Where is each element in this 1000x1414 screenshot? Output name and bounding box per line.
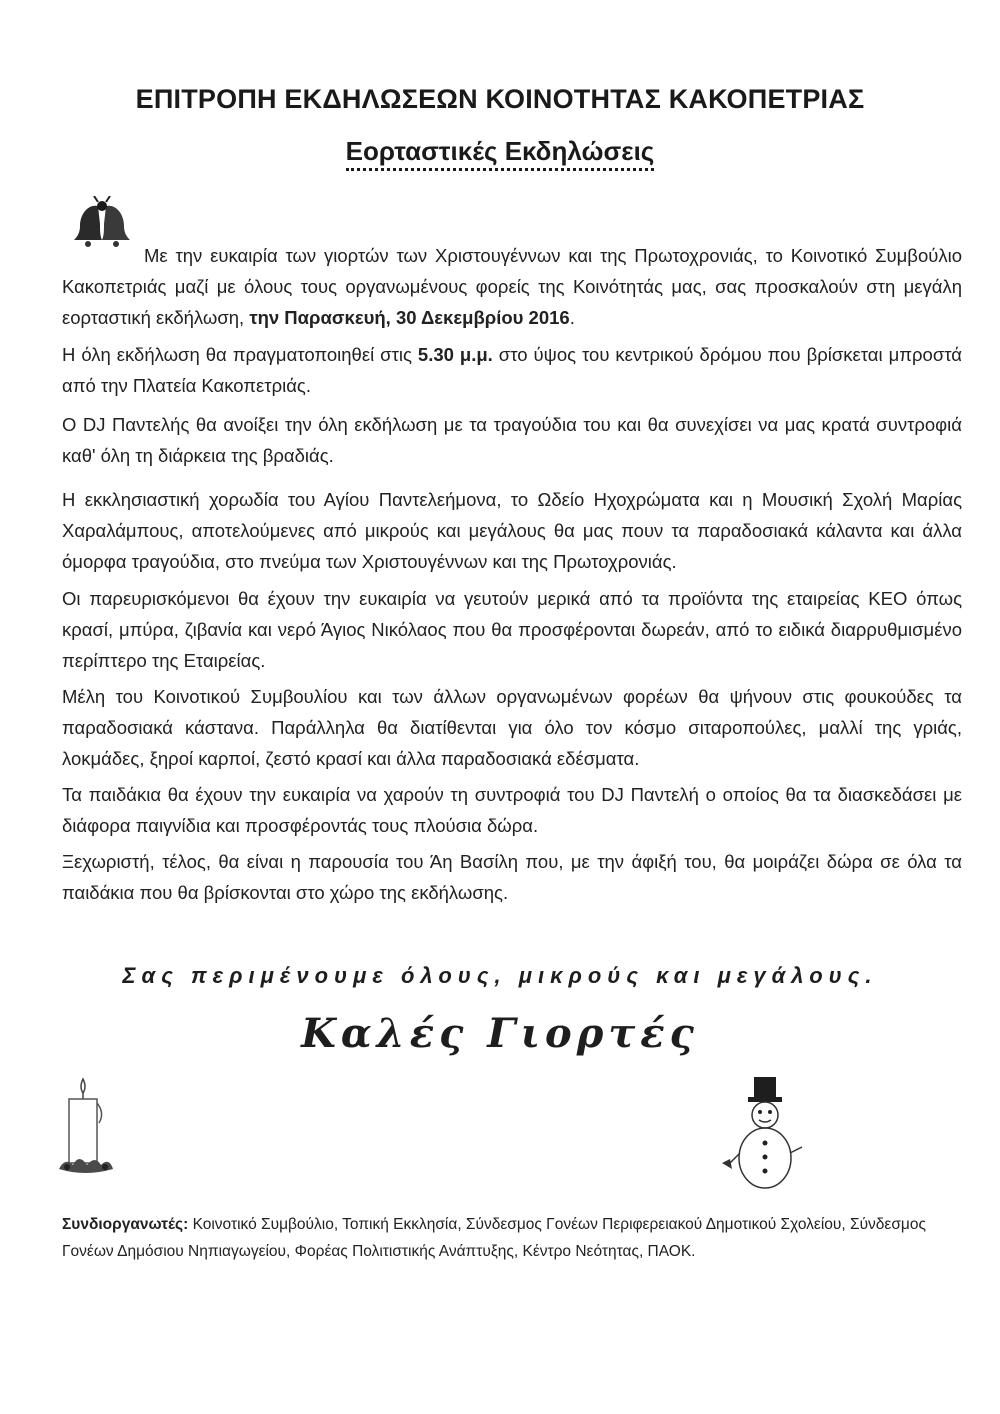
co-organizers-label: Συνδιοργανωτές: [62, 1216, 189, 1233]
candle-icon [55, 1073, 125, 1183]
events-subtitle [0, 136, 1000, 167]
paragraph-time-location: Η όλη εκδήλωση θα πραγματοποιηθεί στις 5.30 μ.μ. στο ύψος του κεντρικού δρόμου που βρίσκεται μπροστά από την Πλατεία Κακοπετριάς. [62, 344, 962, 396]
closing-line: Σας περιμένουμε όλους, μικρούς και μεγάλους. [122, 963, 878, 988]
event-time: 5.30 μ.μ. [417, 344, 493, 365]
committee-title: ΕΠΙΤΡΟΠΗ ΕΚΔΗΛΩΣΕΩΝ ΚΟΙΝΟΤΗΤΑΣ ΚΑΚΟΠΕΤΡΙΑΣ [135, 84, 865, 114]
paragraph-children: Τα παιδάκια θα έχουν την ευκαιρία να χαρούν τη συντροφιά του DJ Παντελή ο οποίος θα τα διασκεδάσει με διάφορα παιγνίδια και προσφέροντάς τους πλούσια δώρα. [62, 784, 962, 836]
paragraph-santa: Ξεχωριστή, τέλος, θα είναι η παρουσία του Άη Βασίλη που, με την άφιξή του, θα μοιράζει δώρα σε όλα τα παιδάκια που θα βρίσκονται στο χώρο της εκδήλωσης. [62, 851, 962, 903]
co-organizers-list: Κοινοτικό Συμβούλιο, Τοπική Εκκλησία, Σύνδεσμος Γονέων Περιφερειακού Δημοτικού Σχολείου, Σύνδεσμος Γονέων Δημόσιου Νηπιαγωγείου, Φορέας Πολιτιστικής Ανάπτυξης, Κέντρο Νεότητας, ΠΑΟΚ. [62, 1216, 926, 1260]
event-date: την Παρασκευή, 30 Δεκεμβρίου 2016 [249, 307, 570, 328]
holiday-greeting: Καλές Γιορτές [301, 1010, 699, 1057]
co-organizers [62, 1211, 962, 1265]
paragraph-keo: Οι παρευρισκόμενοι θα έχουν την ευκαιρία να γευτούν μερικά από τα προϊόντα της εταιρείας ΚΕΟ όπως κρασί, μπύρα, ζιβανία και νερό Άγιος Νικόλαος που θα προσφέρονται δωρεάν, από το ειδικά διαρρυθμισμένο περίπτερο της Εταιρείας. [62, 588, 962, 671]
paragraph-chestnuts: Μέλη του Κοινοτικού Συμβουλίου και των άλλων οργανωμένων φορέων θα ψήνουν στις φουκούδες τα παραδοσιακά κάστανα. Παράλληλα θα διατίθενται για όλο τον κόσμο σιταροπούλες, μαλλί της γριάς, λοκμάδες, ξηροί καρποί, ζεστό κρασί και άλλα παραδοσιακά εδέσματα. [62, 686, 962, 769]
paragraph-choir: Η εκκλησιαστική χορωδία του Αγίου Παντελεήμονα, το Ωδείο Ηχοχρώματα και η Μουσική Σχολή Μαρίας Χαραλάμπους, αποτελούμενες από μικρούς και μεγάλους θα μας πουν τα παραδοσιακά κάλαντα και άλλα όμορφα τραγούδια, στο πνεύμα των Χριστουγέννων και της Πρωτοχρονιάς. [62, 489, 962, 572]
events-subtitle-text: Εορταστικές Εκδηλώσεις [346, 136, 655, 171]
paragraph-dj: Ο DJ Παντελής θα ανοίξει την όλη εκδήλωση με τα τραγούδια του και θα συνεχίσει να μας κρατά συντροφιά καθ' όλη τη διάρκεια της βραδιάς. [62, 414, 962, 466]
snowman-icon [720, 1073, 810, 1203]
paragraph-invitation: Με την ευκαιρία των γιορτών των Χριστουγέννων και της Πρωτοχρονιάς, το Κοινοτικό Συμβούλιο Κακοπετριάς μαζί με όλους τους οργανωμένους φορείς της Κοινότητάς μας, σας προσκαλούν στη μεγάλη εορταστική εκδήλωση, την Παρασκευή, 30 Δεκεμβρίου 2016. [62, 245, 962, 328]
